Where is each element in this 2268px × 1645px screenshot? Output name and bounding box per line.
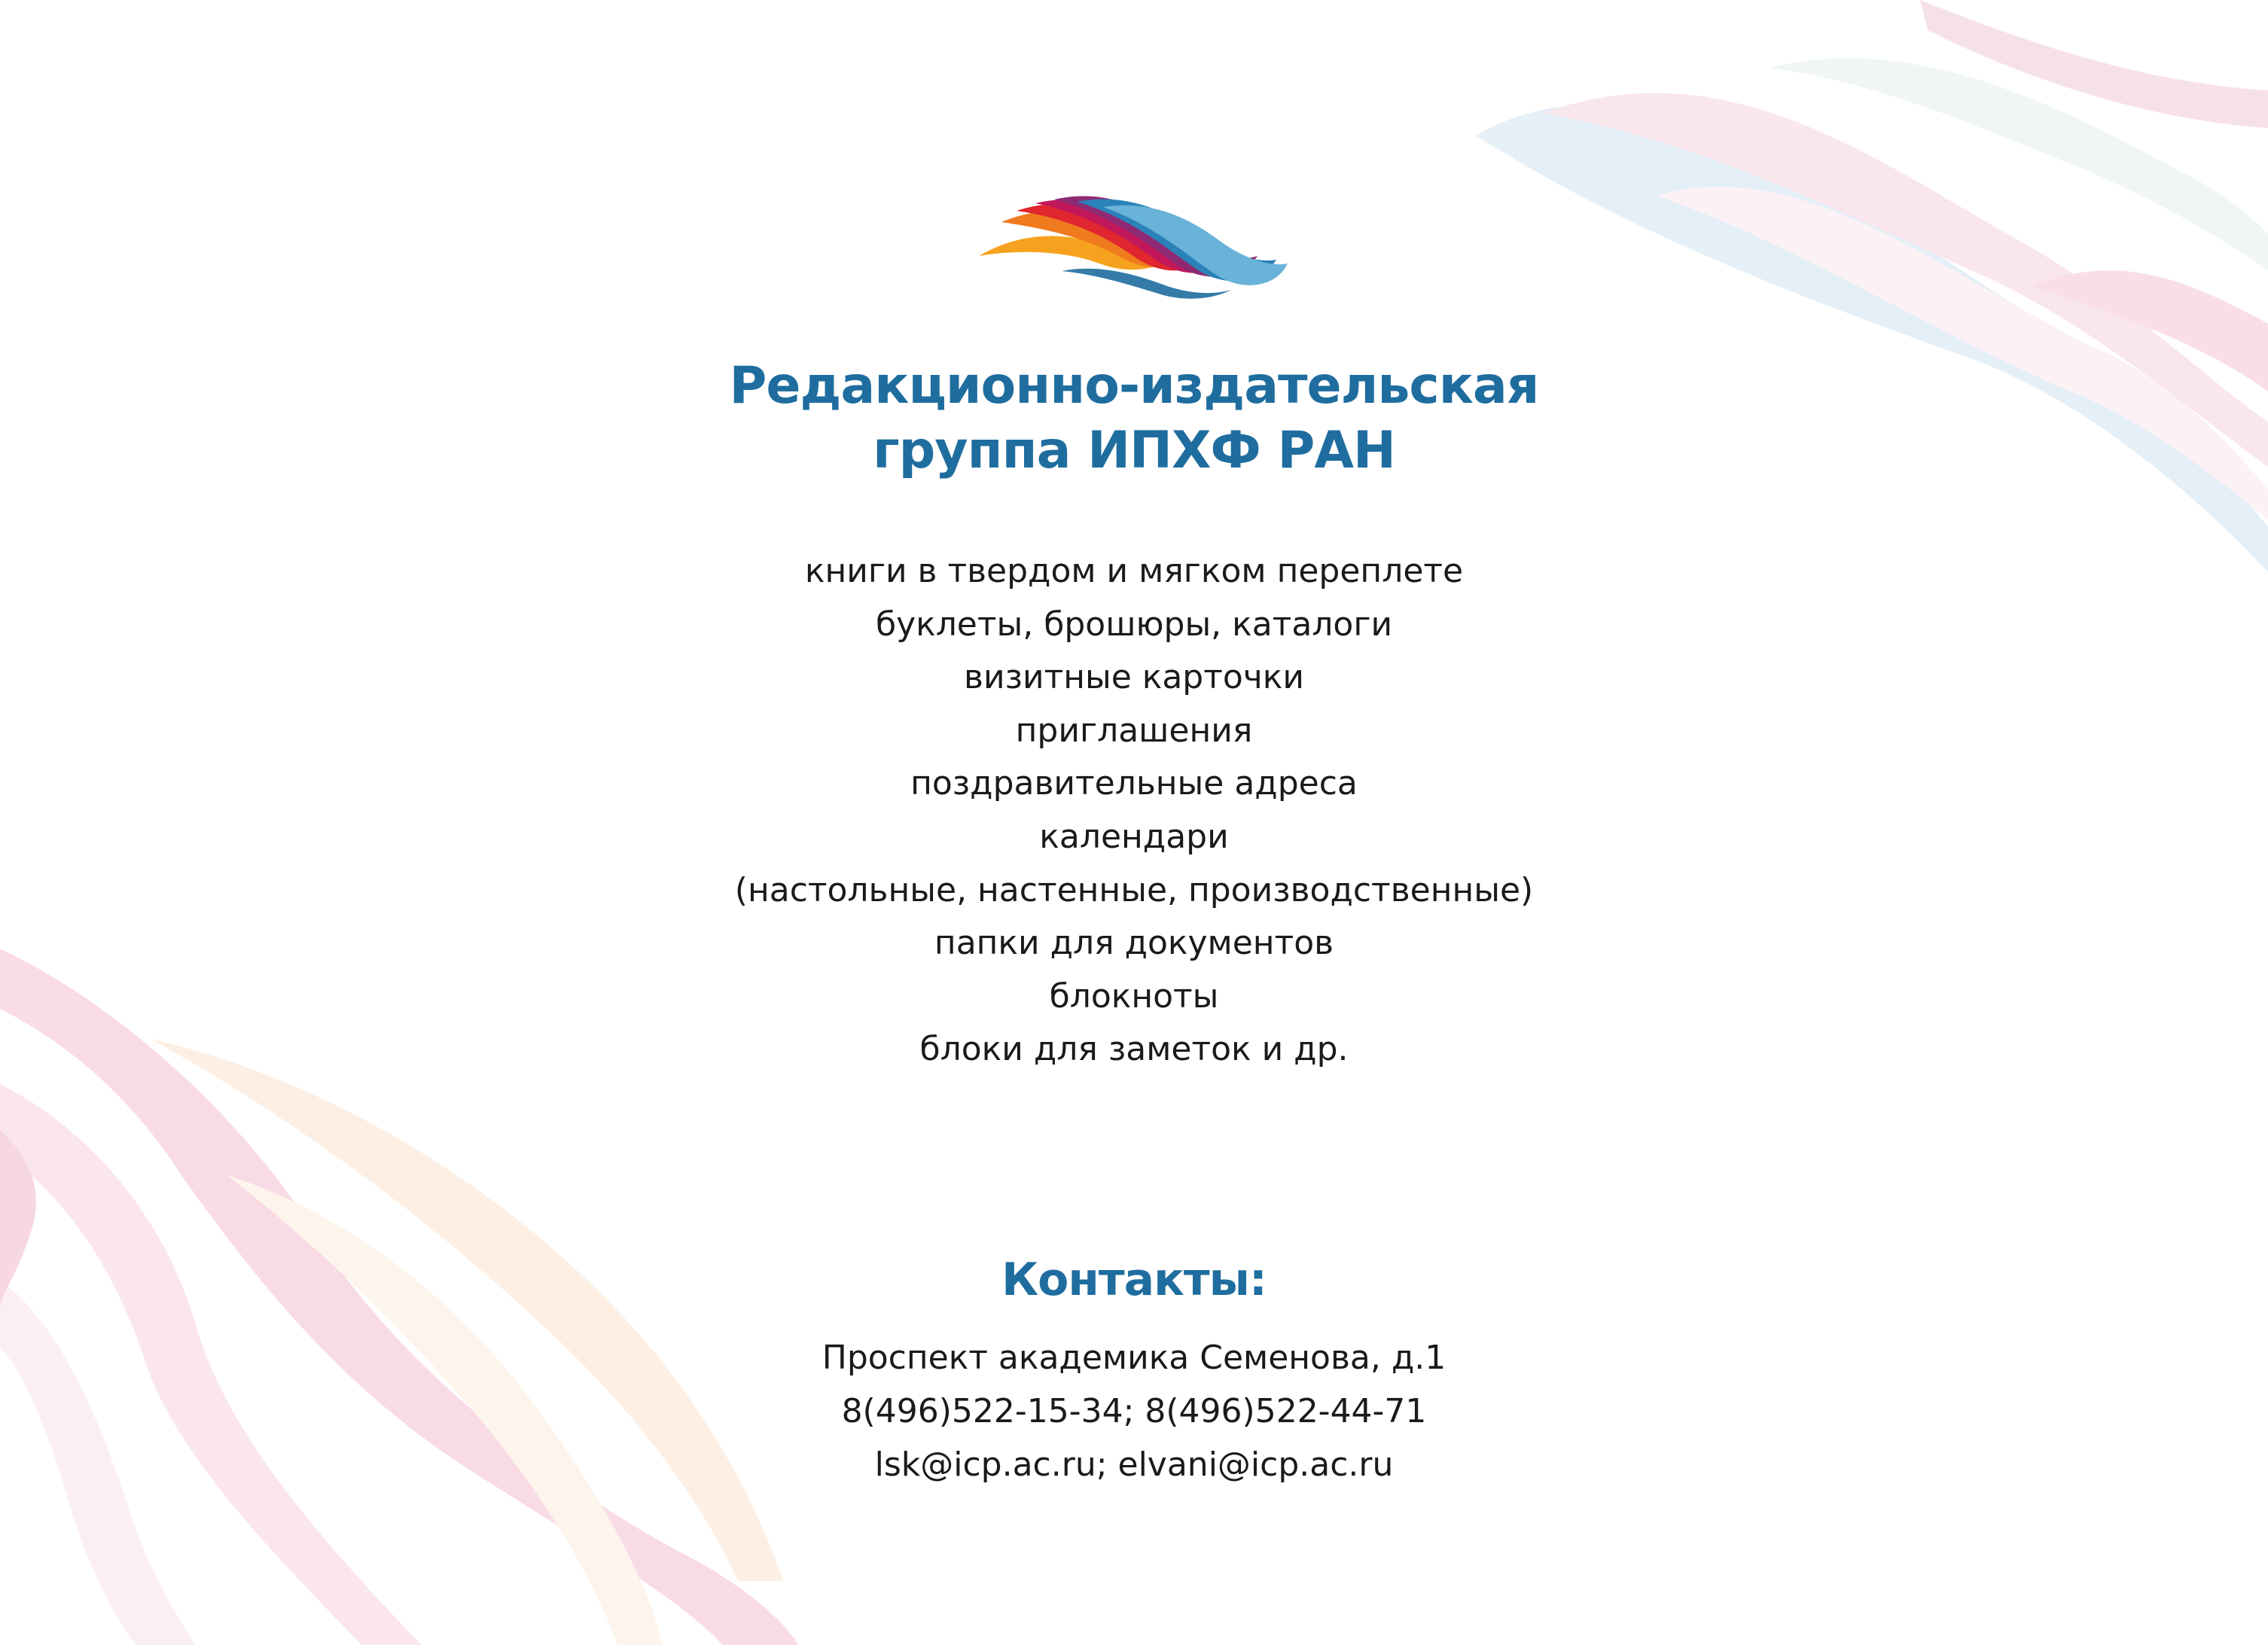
service-item: визитные карточки (964, 658, 1304, 697)
service-item: блокноты (1049, 976, 1219, 1016)
service-item: буклеты, брошюры, каталоги (875, 605, 1393, 644)
contact-address: Проспект академика Семенова, д.1 (822, 1339, 1446, 1377)
title-line-1: Редакционно-издательская (729, 356, 1539, 416)
contacts-heading: Контакты: (1001, 1254, 1267, 1306)
service-item: книги в твердом и мягком переплете (804, 552, 1464, 590)
service-item: блоки для заметок и др. (919, 1030, 1349, 1069)
contact-phones: 8(496)522-15-34; 8(496)522-44-71 (841, 1392, 1427, 1430)
contact-emails: lsk@icp.ac.ru; elvani@icp.ac.ru (874, 1445, 1394, 1484)
title-line-2: группа ИПХФ РАН (873, 421, 1395, 480)
wave-stripes-logo-icon (971, 188, 1288, 301)
service-item: приглашения (1015, 711, 1253, 750)
contacts-block (0, 1331, 2268, 1491)
service-item: папки для документов (934, 924, 1334, 963)
service-item: календари (1039, 817, 1229, 856)
page-title (0, 354, 2268, 483)
service-item: (настольные, настенные, производственные) (734, 870, 1534, 909)
services-list (0, 545, 2268, 1077)
service-item: поздравительные адреса (910, 764, 1358, 803)
